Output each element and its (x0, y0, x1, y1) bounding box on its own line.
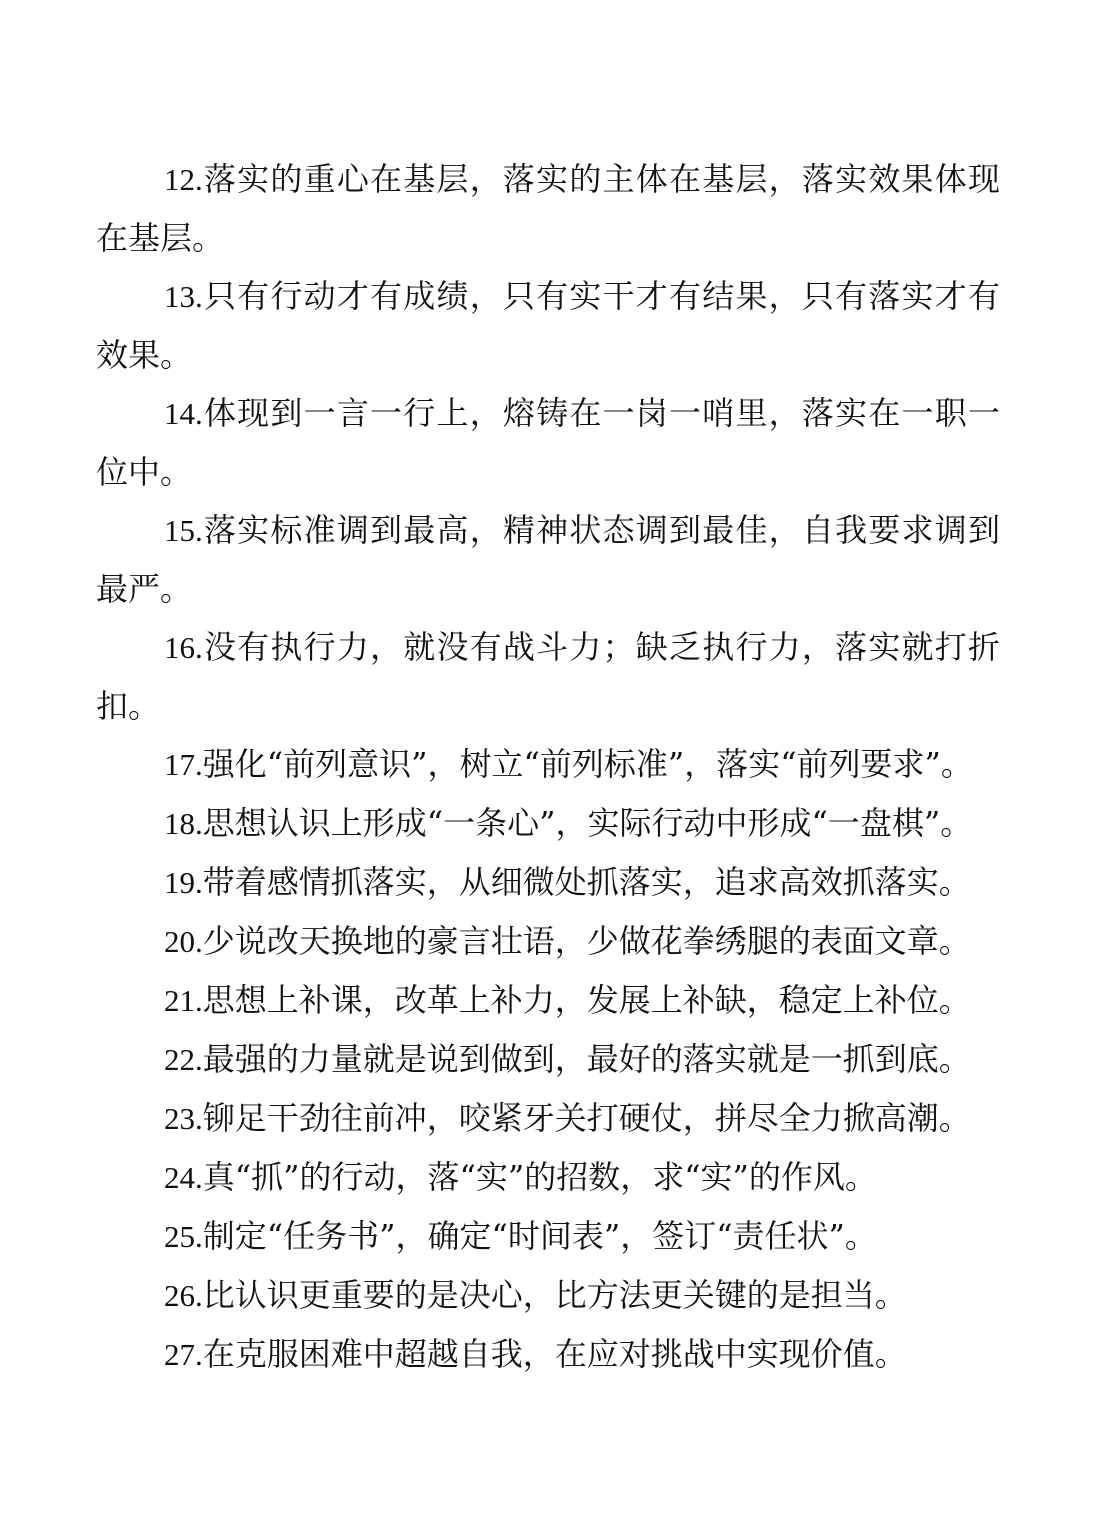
list-item-16 (96, 618, 1000, 735)
list-item-23 (96, 1089, 1000, 1148)
list-item-14 (96, 384, 1000, 501)
item-number: 12. (164, 162, 203, 197)
list-item-19 (96, 853, 1000, 912)
item-number: 22. (164, 1042, 203, 1077)
item-number: 23. (164, 1101, 203, 1136)
item-number: 17. (164, 747, 203, 782)
item-text: 比认识更重要的是决心，比方法更关键的是担当。 (202, 1276, 907, 1314)
list-item-13 (96, 267, 1000, 384)
item-number: 21. (164, 983, 203, 1018)
item-number: 13. (164, 279, 203, 314)
list-item-26 (96, 1266, 1000, 1325)
item-text: 强化“前列意识”，树立“前列标准”，落实“前列要求”。 (202, 745, 973, 783)
list-item-25 (96, 1207, 1000, 1266)
list-item-20 (96, 912, 1000, 971)
list-item-18 (96, 794, 1000, 853)
item-number: 14. (164, 396, 203, 431)
list-item-12 (96, 150, 1000, 267)
item-number: 27. (164, 1337, 203, 1372)
item-text: 落实标准调到最高，精神状态调到最佳，自我要求调到最严。 (96, 511, 1000, 608)
item-number: 25. (164, 1219, 203, 1254)
list-item-21 (96, 971, 1000, 1030)
item-number: 15. (164, 513, 203, 548)
item-text: 思想认识上形成“一条心”，实际行动中形成“一盘棋”。 (202, 804, 973, 842)
item-text: 铆足干劲往前冲，咬紧牙关打硬仗，拼尽全力掀高潮。 (202, 1099, 971, 1137)
list-item-24 (96, 1148, 1000, 1207)
item-number: 19. (164, 865, 203, 900)
item-number: 18. (164, 806, 203, 841)
item-text: 落实的重心在基层，落实的主体在基层，落实效果体现在基层。 (96, 160, 1000, 257)
item-text: 最强的力量就是说到做到，最好的落实就是一抓到底。 (202, 1040, 971, 1078)
item-text: 只有行动才有成绩，只有实干才有结果，只有落实才有效果。 (96, 277, 1000, 374)
list-item-22 (96, 1030, 1000, 1089)
list-item-15 (96, 501, 1000, 618)
item-text: 少说改天换地的豪言壮语，少做花拳绣腿的表面文章。 (202, 922, 971, 960)
item-number: 24. (164, 1160, 203, 1195)
item-text: 思想上补课，改革上补力，发展上补缺，稳定上补位。 (202, 981, 971, 1019)
list-item-17 (96, 735, 1000, 794)
item-text: 制定“任务书”，确定“时间表”，签订“责任状”。 (202, 1217, 877, 1255)
document-body (96, 150, 1000, 1384)
item-text: 在克服困难中超越自我，在应对挑战中实现价值。 (202, 1335, 907, 1373)
item-text: 体现到一言一行上，熔铸在一岗一哨里，落实在一职一位中。 (96, 394, 1000, 491)
list-item-27 (96, 1325, 1000, 1384)
item-number: 26. (164, 1278, 203, 1313)
item-number: 20. (164, 924, 203, 959)
item-text: 没有执行力，就没有战斗力；缺乏执行力，落实就打折扣。 (96, 628, 1000, 725)
item-number: 16. (164, 630, 203, 665)
item-text: 带着感情抓落实，从细微处抓落实，追求高效抓落实。 (202, 863, 971, 901)
item-text: 真“抓”的行动，落“实”的招数，求“实”的作风。 (202, 1158, 877, 1196)
